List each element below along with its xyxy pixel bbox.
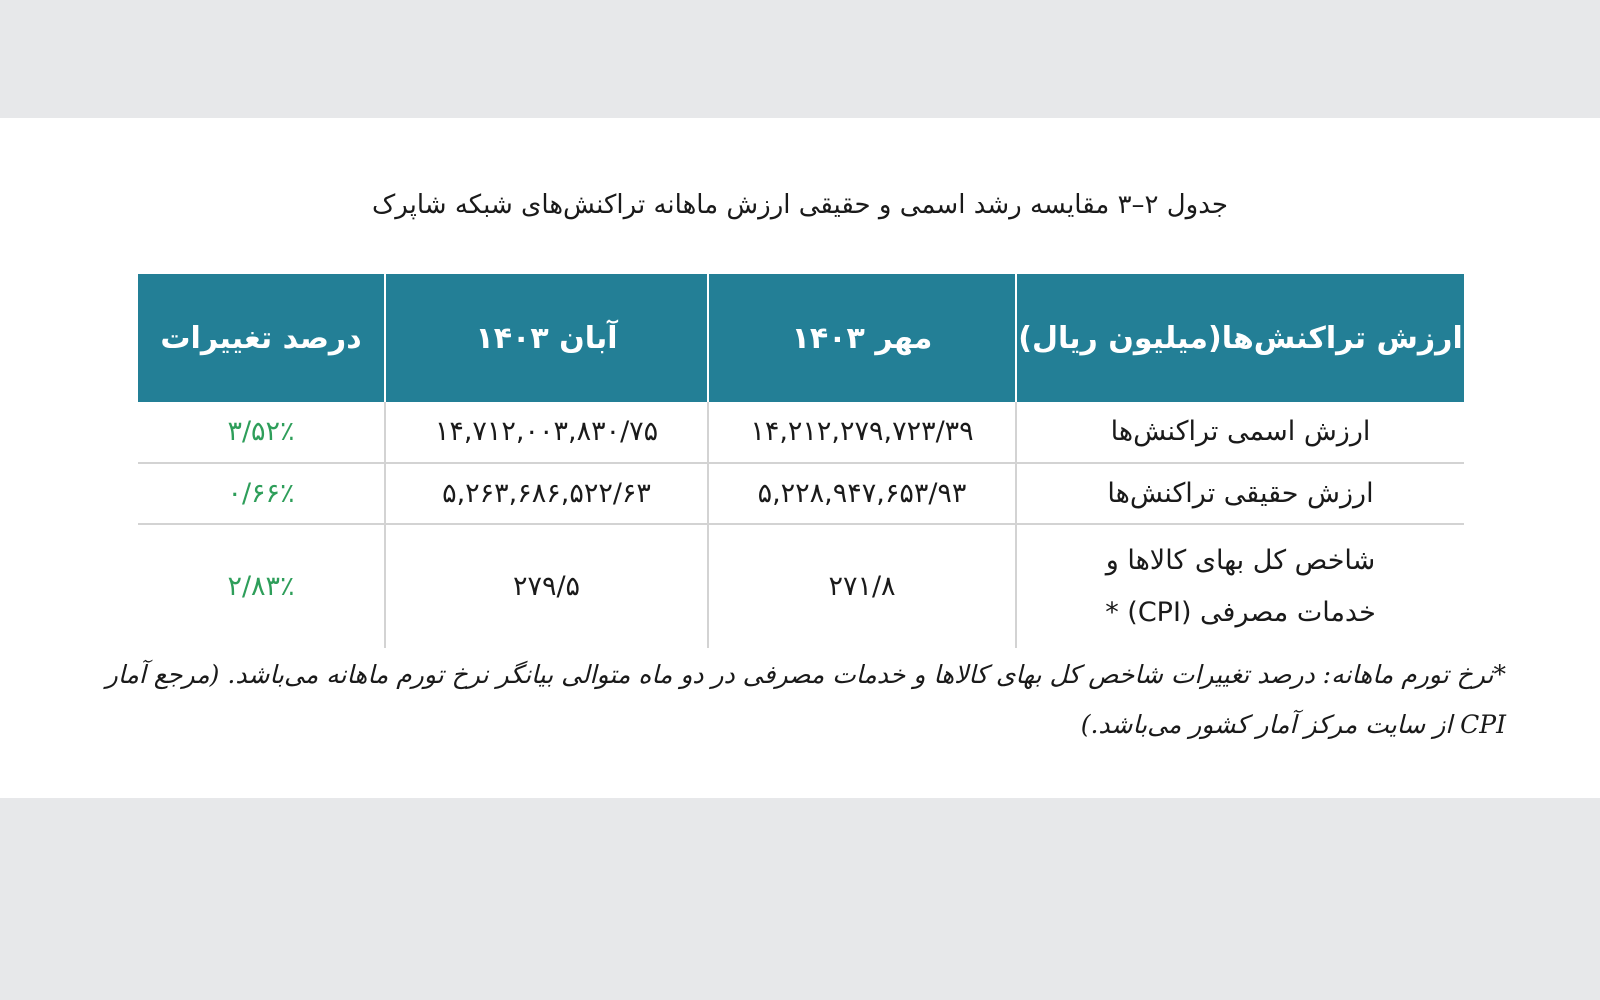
row-label: ارزش حقیقی تراکنش‌ها <box>1016 463 1464 524</box>
table-caption: جدول ۲–۳ مقایسه رشد اسمی و حقیقی ارزش ماهانه تراکنش‌های شبکه شاپرک <box>372 190 1228 220</box>
header-aban-1403: آبان ۱۴۰۳ <box>385 274 708 402</box>
cell-change: ۰/۶۶٪ <box>138 463 385 524</box>
cell-change: ۳/۵۲٪ <box>138 402 385 463</box>
table-row <box>138 402 1464 463</box>
cell-aban: ۱۴,۷۱۲,۰۰۳,۸۳۰/۷۵ <box>385 402 708 463</box>
row-label: ارزش اسمی تراکنش‌ها <box>1016 402 1464 463</box>
footnote: *نرخ تورم ماهانه: درصد تغییرات شاخص کل بهای کالاها و خدمات مصرفی در دو ماه متوالی بیانگر نرخ تورم ماهانه می‌باشد. (مرجع آمار CPI از سایت مرکز آمار کشور می‌باشد.) <box>105 660 1506 739</box>
table-row <box>138 524 1464 648</box>
cell-aban: ۵,۲۶۳,۶۸۶,۵۲۲/۶۳ <box>385 463 708 524</box>
table-header-row <box>138 274 1464 402</box>
table-row <box>138 463 1464 524</box>
cell-mehr: ۱۴,۲۱۲,۲۷۹,۷۲۳/۳۹ <box>708 402 1016 463</box>
cell-mehr: ۲۷۱/۸ <box>708 524 1016 648</box>
cell-aban: ۲۷۹/۵ <box>385 524 708 648</box>
header-mehr-1403: مهر ۱۴۰۳ <box>708 274 1016 402</box>
cell-change: ۲/۸۳٪ <box>227 570 295 602</box>
transactions-table <box>138 274 1464 648</box>
document-page <box>0 118 1600 798</box>
header-percent-change: درصد تغییرات <box>138 274 385 402</box>
cell-mehr: ۵,۲۲۸,۹۴۷,۶۵۳/۹۳ <box>708 463 1016 524</box>
header-transaction-value: ارزش تراکنش‌ها(میلیون ریال) <box>1016 274 1464 402</box>
row-label: شاخص کل بهای کالاها و خدمات مصرفی (CPI) * <box>1016 524 1464 648</box>
